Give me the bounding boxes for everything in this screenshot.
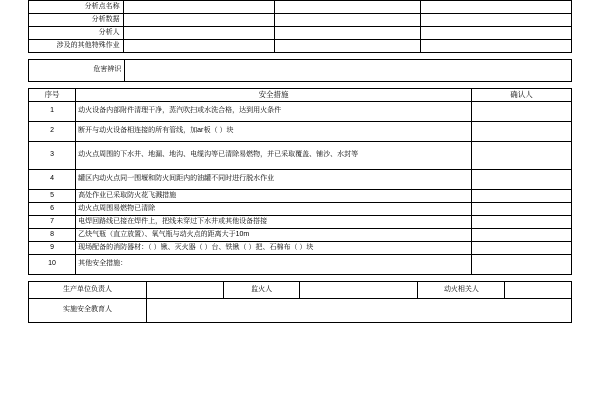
- signature-body: [29, 282, 572, 323]
- measure-seq: 9: [29, 242, 76, 255]
- label-analysis-point-name: 分析点名称: [29, 1, 124, 14]
- measures-header-row: [29, 89, 572, 102]
- measure-text: 高处作业已采取防火花飞溅措施: [76, 190, 472, 203]
- measure-seq: 2: [29, 122, 76, 142]
- table-row: [29, 190, 572, 203]
- table-row: [29, 216, 572, 229]
- label-production-unit-leader: 生产单位负责人: [29, 282, 147, 299]
- value-other-special-work-ext2[interactable]: [420, 40, 571, 53]
- measure-text: 动火设备内部附件清理干净，蒸汽吹扫或水洗合格，达到用火条件: [76, 102, 472, 122]
- measure-text: 罐区内动火点同一围堰和防火间距内的油罐不同时进行脱水作业: [76, 170, 472, 190]
- header-confirm: 确认人: [472, 89, 572, 102]
- signature-table: [28, 281, 572, 323]
- table-row: [29, 203, 572, 216]
- education-row: [29, 299, 572, 323]
- hazard-table: [28, 59, 572, 82]
- measure-text: 断开与动火设备相连接的所有管线，加аг板（ ）块: [76, 122, 472, 142]
- value-safety-education-person[interactable]: [146, 299, 571, 323]
- measure-seq: 5: [29, 190, 76, 203]
- value-production-unit-leader[interactable]: [146, 282, 223, 299]
- measure-text: 乙炔气瓶（直立放置）、氧气瓶与动火点的距离大于10m: [76, 229, 472, 242]
- value-analyst-ext[interactable]: [274, 27, 420, 40]
- measure-seq: 3: [29, 142, 76, 170]
- value-analysis-data-ext2[interactable]: [420, 14, 571, 27]
- measure-text: 动火点周围易燃物已清除: [76, 203, 472, 216]
- measure-confirm[interactable]: [472, 255, 572, 275]
- value-analysis-data-ext[interactable]: [274, 14, 420, 27]
- value-analysis-point-name-ext2[interactable]: [420, 1, 571, 14]
- measure-seq: 1: [29, 102, 76, 122]
- top-fields-table: [28, 0, 572, 53]
- value-hot-work-related-person[interactable]: [505, 282, 572, 299]
- measure-confirm[interactable]: [472, 170, 572, 190]
- measure-confirm[interactable]: [472, 122, 572, 142]
- measure-text: 现场配备的消防器材：（ ）锹、灭火器（ ）台、铁锹（ ）把、石棉布（ ）块: [76, 242, 472, 255]
- form-row-other-special-work: [29, 40, 572, 53]
- measure-confirm[interactable]: [472, 102, 572, 122]
- measure-seq: 8: [29, 229, 76, 242]
- label-hot-work-related-person: 动火相关人: [418, 282, 505, 299]
- value-other-special-work-ext[interactable]: [274, 40, 420, 53]
- measure-confirm[interactable]: [472, 203, 572, 216]
- label-fire-watch: 监火人: [223, 282, 300, 299]
- measure-text: 其他安全措施：: [76, 255, 472, 275]
- form-row-analysis-point: [29, 1, 572, 14]
- value-analysis-point-name-ext[interactable]: [274, 1, 420, 14]
- label-other-special-work: 涉及的其他特殊作业: [29, 40, 124, 53]
- value-hazard-identification[interactable]: [125, 60, 572, 82]
- header-seq: 序号: [29, 89, 76, 102]
- measure-confirm[interactable]: [472, 142, 572, 170]
- measure-confirm[interactable]: [472, 190, 572, 203]
- table-row: [29, 142, 572, 170]
- value-analysis-data[interactable]: [123, 14, 274, 27]
- measure-text: 动火点周围的下水井、地漏、地沟、电缆沟等已清除易燃物，并已采取覆盖、铺沙、水封等: [76, 142, 472, 170]
- table-row: [29, 255, 572, 275]
- measure-confirm[interactable]: [472, 229, 572, 242]
- label-hazard-identification: 危害辨识: [29, 60, 125, 82]
- value-analyst-ext2[interactable]: [420, 27, 571, 40]
- table-row: [29, 122, 572, 142]
- measure-seq: 7: [29, 216, 76, 229]
- label-analyst: 分析人: [29, 27, 124, 40]
- label-safety-education-person: 实施安全教育人: [29, 299, 147, 323]
- value-fire-watch[interactable]: [300, 282, 418, 299]
- measure-confirm[interactable]: [472, 216, 572, 229]
- measures-table: [28, 88, 572, 275]
- measures-body: [29, 89, 572, 275]
- measure-confirm[interactable]: [472, 242, 572, 255]
- value-analyst[interactable]: [123, 27, 274, 40]
- signature-row: [29, 282, 572, 299]
- table-row: [29, 242, 572, 255]
- header-measure: 安全措施: [76, 89, 472, 102]
- label-analysis-data: 分析数据: [29, 14, 124, 27]
- measure-seq: 10: [29, 255, 76, 275]
- table-row: [29, 170, 572, 190]
- form-row-analyst: [29, 27, 572, 40]
- table-row: [29, 229, 572, 242]
- value-analysis-point-name[interactable]: [123, 1, 274, 14]
- measure-seq: 4: [29, 170, 76, 190]
- value-other-special-work[interactable]: [123, 40, 274, 53]
- top-fields-body: [29, 1, 572, 53]
- measure-seq: 6: [29, 203, 76, 216]
- form-row-hazard: [29, 60, 572, 82]
- hazard-body: [29, 60, 572, 82]
- table-row: [29, 102, 572, 122]
- form-row-analysis-data: [29, 14, 572, 27]
- measure-text: 电焊回路线已接在焊件上，把线未穿过下水井或其他设备搭接: [76, 216, 472, 229]
